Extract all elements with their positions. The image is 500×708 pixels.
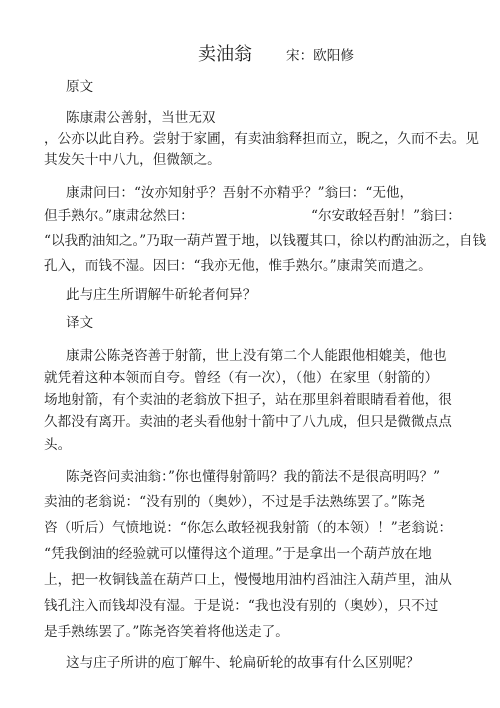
original-line: ，公亦以此自矜。尝射于家圃，有卖油翁释担而立，睨之，久而不去。见 [44, 131, 479, 147]
original-line: 孔入，而钱不湿。因曰：“我亦无他，惟手熟尔。”康肃笑而遣之。 [44, 258, 432, 274]
original-line: 但手熟尔。”康肃忿然曰： [44, 208, 194, 224]
translation-line: 头。 [44, 437, 72, 453]
original-heading: 原文 [66, 79, 94, 95]
translation-line: 咨（听后）气愤地说：“你怎么敢轻视我射箭（的本领）！”老翁说： [44, 520, 453, 536]
original-line: 陈康肃公善射，当世无双 [66, 110, 216, 126]
translation-line: “凭我倒油的经验就可以懂得这个道理。”于是拿出一个葫芦放在地 [44, 546, 432, 562]
original-line: 康肃问曰：“汝亦知射乎？吾射不亦精乎？”翁曰：“无他， [66, 185, 414, 201]
translation-line: 上，把一枚铜钱盖在葫芦口上，慢慢地用油杓舀油注入葫芦里，油从 [44, 572, 452, 588]
translation-line: 康肃公陈尧咨善于射箭，世上没有第二个人能跟他相媲美，他也 [66, 348, 447, 364]
translation-heading: 译文 [66, 315, 94, 331]
translation-line: 钱孔注入而钱却没有湿。于是说：“我也没有别的（奥妙），只不过 [44, 598, 439, 614]
translation-line: 是手熟练罢了。”陈尧咨笑着将他送走了。 [44, 624, 289, 640]
translation-line: 久都没有离开。卖油的老头看他射十箭中了八九成，但只是微微点点 [44, 414, 452, 430]
translation-line: 就凭着这种本领而自夸。曾经（有一次），（他）在家里（射箭的） [44, 370, 439, 386]
poem-author: 宋：欧阳修 [286, 48, 354, 64]
translation-line: 卖油的老翁说：“没有别的（奥妙），不过是手法熟练罢了。”陈尧 [44, 494, 425, 510]
original-line: 其发矢十中八九，但微颔之。 [44, 152, 221, 168]
translation-line: 场地射箭，有个卖油的老翁放下担子，站在那里斜着眼睛看着他，很 [44, 392, 452, 408]
original-line: “以我酌油知之。”乃取一葫芦置于地，以钱覆其口，徐以杓酌油沥之，自钱 [44, 233, 487, 249]
original-question: 此与庄生所谓解牛斫轮者何异？ [66, 287, 257, 303]
translation-question: 这与庄子所讲的庖丁解牛、轮扁斫轮的故事有什么区别呢？ [66, 655, 420, 671]
original-line: “尔安敢轻吾射！”翁曰： [311, 208, 461, 224]
translation-line: 陈尧咨问卖油翁：”你也懂得射箭吗？我的箭法不是很高明吗？” [66, 469, 441, 485]
poem-title: 卖油翁 [198, 44, 252, 65]
